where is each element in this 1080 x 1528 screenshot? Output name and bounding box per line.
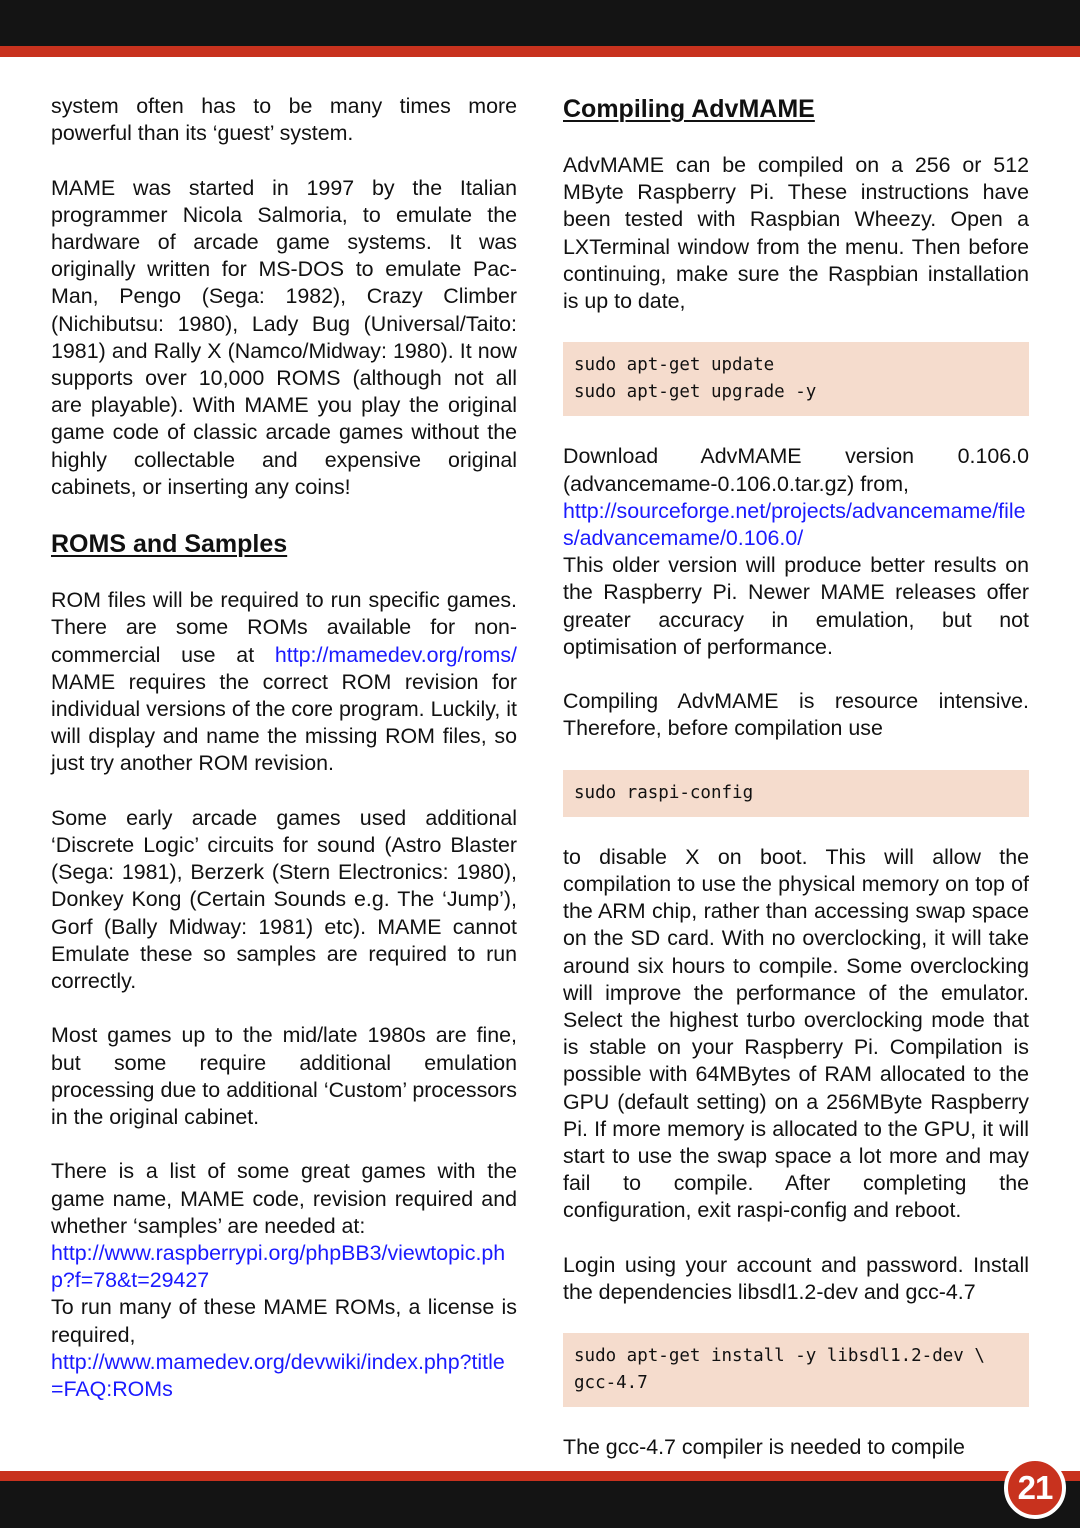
- code-block-install: sudo apt-get install -y libsdl1.2-dev \ gcc-4.7: [563, 1333, 1029, 1407]
- mamedev-faq-link[interactable]: http://www.mamedev.org/devwiki/index.php?title=FAQ:ROMs: [51, 1349, 505, 1402]
- paragraph: Some early arcade games used additional ‘Discrete Logic’ circuits for sound (Astro Blaster (Sega: 1981), Berzerk (Stern Electronics: 1980), Donkey Kong (Certain Sounds e.g. The ‘Jump’), Gorf (Bally Midway: 1981) etc). MAME cannot Emulate these so samples are required to run correctly.: [51, 805, 517, 994]
- section-heading-compiling: Compiling AdvMAME: [563, 95, 815, 123]
- paragraph: Download AdvMAME version 0.106.0 (advancemame-0.106.0.tar.gz) from,: [563, 444, 1029, 496]
- paragraph: Most games up to the mid/late 1980s are fine, but some require additional emulation processing due to additional ‘Custom’ processors in the original cabinet.: [51, 1023, 517, 1130]
- paragraph: This older version will produce better results on the Raspberry Pi. Newer MAME releases offer greater accuracy in emulation, but not optimisation of performance.: [563, 553, 1029, 659]
- text: ROM files will be required to run specific games. There are some ROMs available for non-commercial use at: [51, 588, 517, 667]
- phpbb-viewtopic-link[interactable]: http://www.raspberrypi.org/phpBB3/viewtopic.php?f=78&t=29427: [51, 1241, 506, 1293]
- paragraph: system often has to be many times more powerful than its ‘guest’ system.: [51, 94, 517, 146]
- footer-stripe: [0, 1471, 1080, 1481]
- paragraph: Compiling AdvMAME is resource intensive. Therefore, before compilation use: [563, 689, 1029, 741]
- section-heading-roms: ROMS and Samples: [51, 530, 288, 559]
- mamedev-roms-link[interactable]: http://mamedev.org/roms/: [274, 642, 517, 667]
- paragraph: Login using your account and password. Install the dependencies libsdl1.2-dev and gcc-4.7: [563, 1252, 1029, 1305]
- code-block-update: sudo apt-get update sudo apt-get upgrade -y: [563, 342, 1029, 416]
- sourceforge-advancemame-link[interactable]: http://sourceforge.net/projects/advancemame/files/advancemame/0.106.0/: [563, 498, 1026, 551]
- code-block-raspi-config: sudo raspi-config: [563, 770, 1029, 817]
- header-bar: [0, 0, 1080, 46]
- paragraph: There is a list of some great games with the game name, MAME code, revision required and whether ‘samples’ are needed at:: [51, 1159, 517, 1238]
- paragraph: to disable X on boot. This will allow the compilation to use the physical memory on top of the ARM chip, rather than accessing swap space on the SD card. With no overclocking, it will take around six hours to compile. Some overclocking will improve the performance of the emulator. Select the highest turbo overclocking mode that is stable on your Raspberry Pi. Compilation is possible with 64MBytes of RAM allocated to the GPU (default setting) on a 256MByte Raspberry Pi. If more memory is allocated to the GPU, it will start to use the swap space a lot more and may fail to compile. After completing the configuration, exit raspi-config and reboot.: [563, 844, 1029, 1223]
- paragraph: MAME was started in 1997 by the Italian programmer Nicola Salmoria, to emulate the hardware of arcade game systems. It was originally written for MS-DOS to emulate Pac-Man, Pengo (Sega: 1982), Crazy Climber (Nichibutsu: 1980), Lady Bug (Universal/Taito: 1981) and Rally X (Namco/Midway: 1980). It now supports over 10,000 ROMS (although not all are playable). With MAME you play the original game code of classic arcade games without the highly collectable and expensive original cabinets, or inserting any coins!: [51, 175, 517, 499]
- paragraph: AdvMAME can be compiled on a 256 or 512 MByte Raspberry Pi. These instructions have been tested with Raspbian Wheezy. Open a LXTerminal window from the menu. Then before continuing, make sure the Raspbian installation is up to date,: [563, 153, 1029, 314]
- paragraph: The gcc-4.7 compiler is needed to compile: [563, 1435, 965, 1460]
- page-number-badge: 21: [1004, 1457, 1066, 1519]
- paragraph: To run many of these MAME ROMs, a license is required,: [51, 1295, 517, 1347]
- header-stripe: [0, 46, 1080, 57]
- paragraph: [51, 587, 517, 777]
- footer-bar: [0, 1481, 1080, 1528]
- left-column: [51, 93, 517, 1403]
- right-column: [563, 93, 1029, 1462]
- text: MAME requires the correct ROM revision for individual versions of the core program. Luckily, it will display and name the missing ROM files, so just try another ROM revision.: [51, 669, 517, 776]
